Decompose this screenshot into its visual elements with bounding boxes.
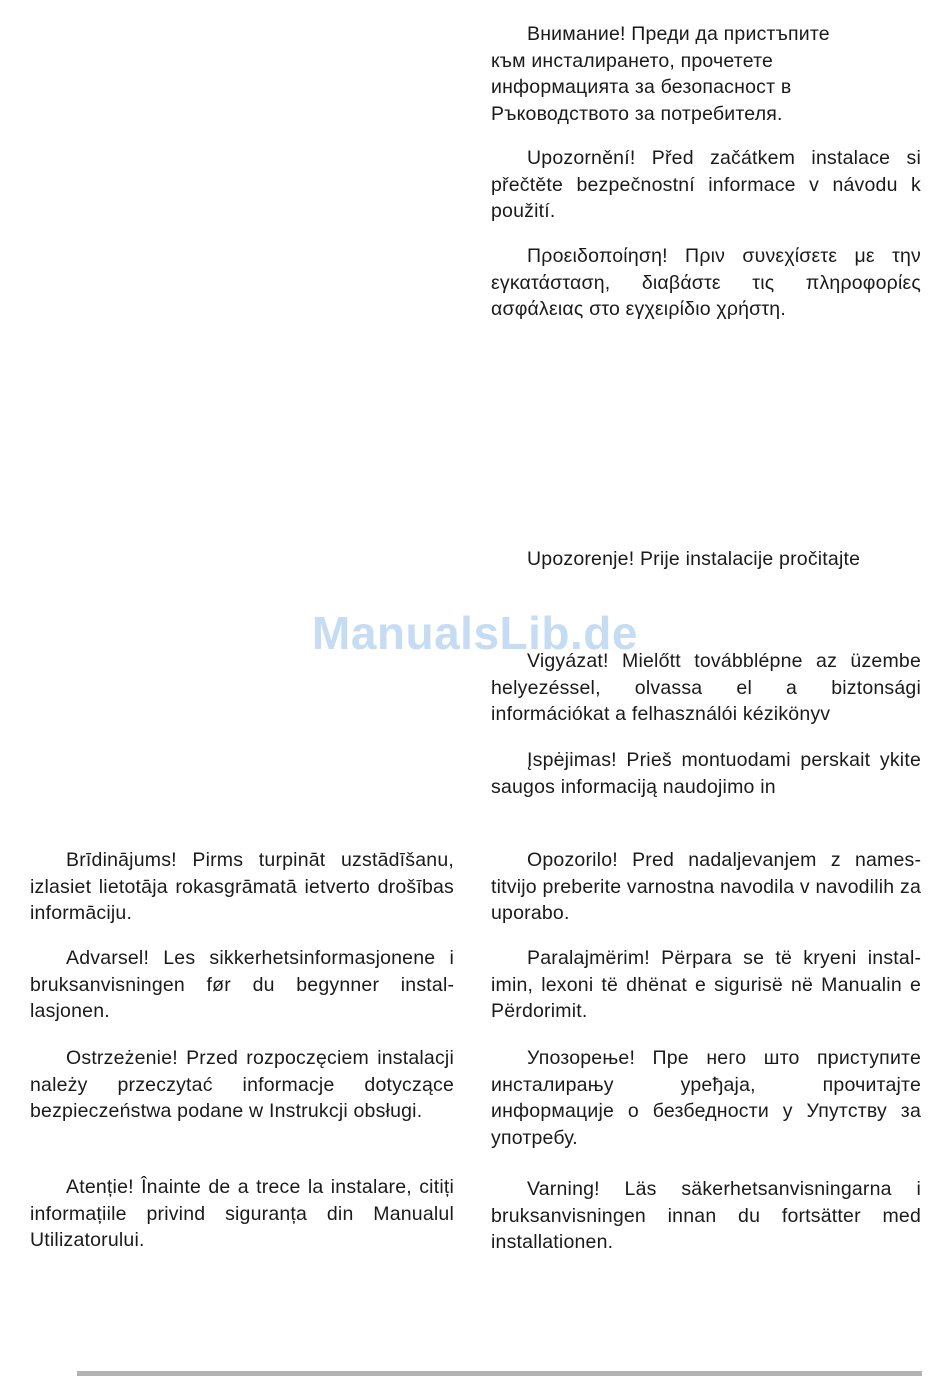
warning-hungarian: Vigyázat! Mielőtt továbblépne az üzembe helyezéssel, olvassa el a biztonsági információkat a felhasználói kézikönyv	[491, 650, 921, 725]
warning-czech: Upozornění! Před začátkem instalace si přečtěte bezpečnostní informace v návodu k použití.	[491, 147, 921, 222]
warning-slovenian: Opozorilo! Pred nadaljevanjem z namestitvijo preberite varnostna navodila v navodilih za uporabo.	[491, 849, 921, 924]
warning-croatian: Upozorenje! Prije instalacije pročitajte	[527, 548, 861, 570]
warning-lithuanian: Įspėjimas! Prieš montuodami perskait ykite saugos informaciją naudojimo in	[491, 749, 921, 798]
warning-serbian: Упозорење! Пре него што приступите инсталирању уређаја, прочитајте информације о безбедности у Упутству за употребу.	[491, 1047, 921, 1149]
warning-romanian: Atenție! Înainte de a trece la instalare, citiți informațiile privind siguranța din Manualul Utilizatorului.	[30, 1176, 454, 1251]
warning-swedish: Varning! Läs säkerhetsanvisningarna i bruksanvisningen innan du fortsätter med installationen.	[491, 1178, 921, 1253]
warning-polish: Ostrzeżenie! Przed rozpoczęciem instalacji należy przeczytać informacje dotyczące bezpieczeństwa podane w Instrukcji obsługi.	[30, 1047, 454, 1122]
warning-bulgarian: Внимание! Преди да пристъпите към инсталирането, прочетете информацията за безопасност в Ръководството за потребителя.	[491, 23, 830, 125]
warning-norwegian: Advarsel! Les sikkerhetsinformasjonene i bruksanvisningen før du begynner installasjonen.	[30, 947, 454, 1022]
warning-albanian: Paralajmërim! Përpara se të kryeni instalimin, lexoni të dhënat e sigurisë në Manualin e Përdorimit.	[491, 947, 921, 1022]
footer-divider	[77, 1371, 922, 1376]
warning-greek: Προειδοποίηση! Πριν συνεχίσετε με την εγκατάσταση, διαβάστε τις πληροφορίες ασφάλειας στο εγχειρίδιο χρήστη.	[491, 245, 921, 320]
watermark: ManualsLib.de	[312, 607, 638, 659]
warning-latvian: Brīdinājums! Pirms turpināt uzstādīšanu, izlasiet lietotāja rokasgrāmatā ietverto drošības informāciju.	[30, 849, 454, 924]
